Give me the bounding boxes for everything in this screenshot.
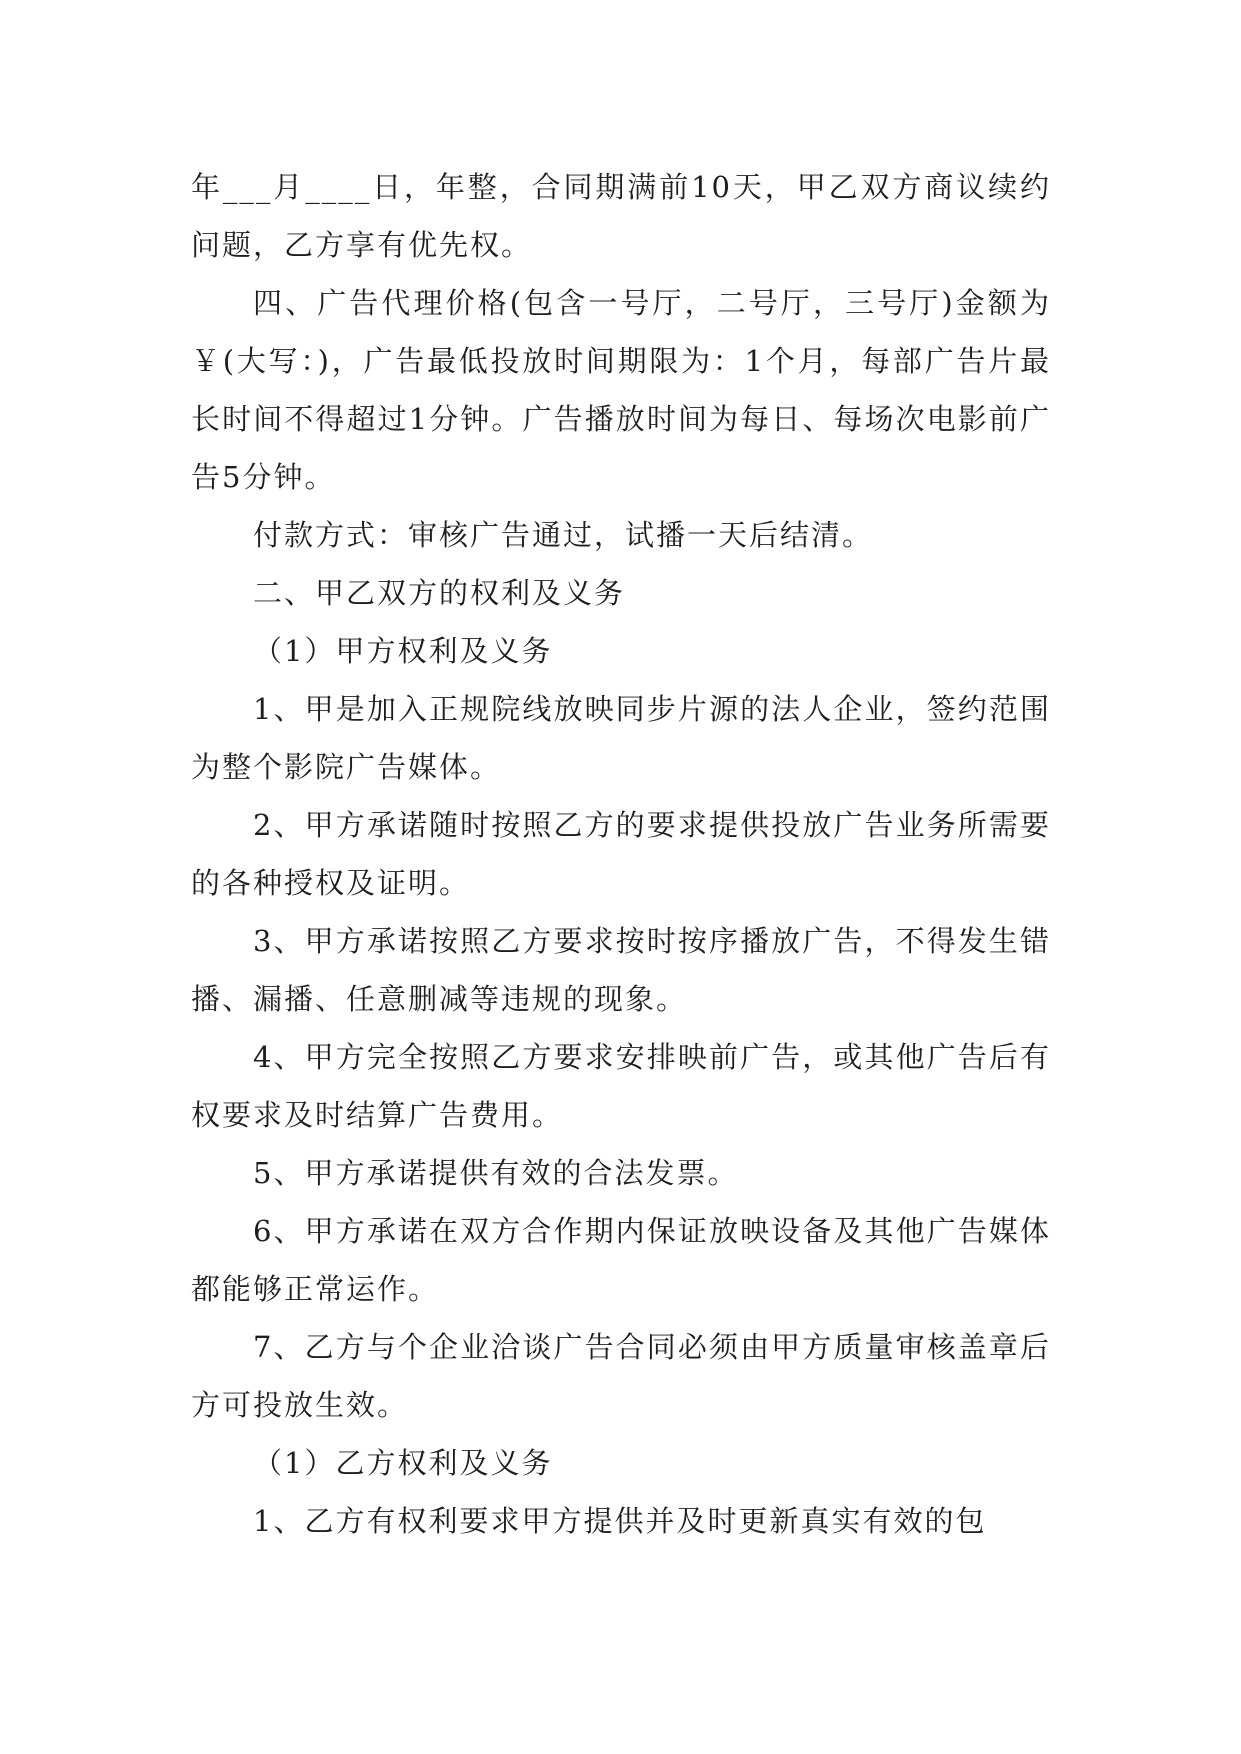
- subheading-party-b: （1）乙方权利及义务: [253, 1446, 553, 1480]
- clause-a-1: 1、甲是加入正规院线放映同步片源的法人企业，签约范围为整个影院广告媒体。: [191, 692, 1051, 784]
- paragraph-ad-price: 四、广告代理价格(包含一号厅，二号厅，三号厅)金额为￥(大写：)，广告最低投放时间期限为：1个月，每部广告片最长时间不得超过1分钟。广告播放时间为每日、每场次电影前广告5分钟。: [191, 286, 1051, 494]
- paragraph-payment-method: 付款方式：审核广告通过，试播一天后结清。: [253, 518, 874, 552]
- paragraph-contract-renewal: 年___月____日，年整，合同期满前10天，甲乙双方商议续约问题，乙方享有优先权。: [191, 170, 1051, 262]
- clause-a-4: 4、甲方完全按照乙方要求安排映前广告，或其他广告后有权要求及时结算广告费用。: [191, 1040, 1051, 1132]
- section-heading-rights-obligations: 二、甲乙双方的权利及义务: [253, 576, 626, 610]
- subheading-party-a: （1）甲方权利及义务: [253, 634, 553, 668]
- clause-a-3: 3、甲方承诺按照乙方要求按时按序播放广告，不得发生错播、漏播、任意删减等违规的现象。: [191, 924, 1051, 1016]
- clause-a-5: 5、甲方承诺提供有效的合法发票。: [253, 1156, 739, 1190]
- clause-b-1: 1、乙方有权利要求甲方提供并及时更新真实有效的包: [253, 1504, 987, 1538]
- clause-a-2: 2、甲方承诺随时按照乙方的要求提供投放广告业务所需要的各种授权及证明。: [191, 808, 1051, 900]
- document-body: [191, 158, 1051, 1550]
- clause-a-7: 7、乙方与个企业洽谈广告合同必须由甲方质量审核盖章后方可投放生效。: [191, 1330, 1051, 1422]
- clause-a-6: 6、甲方承诺在双方合作期内保证放映设备及其他广告媒体都能够正常运作。: [191, 1214, 1051, 1306]
